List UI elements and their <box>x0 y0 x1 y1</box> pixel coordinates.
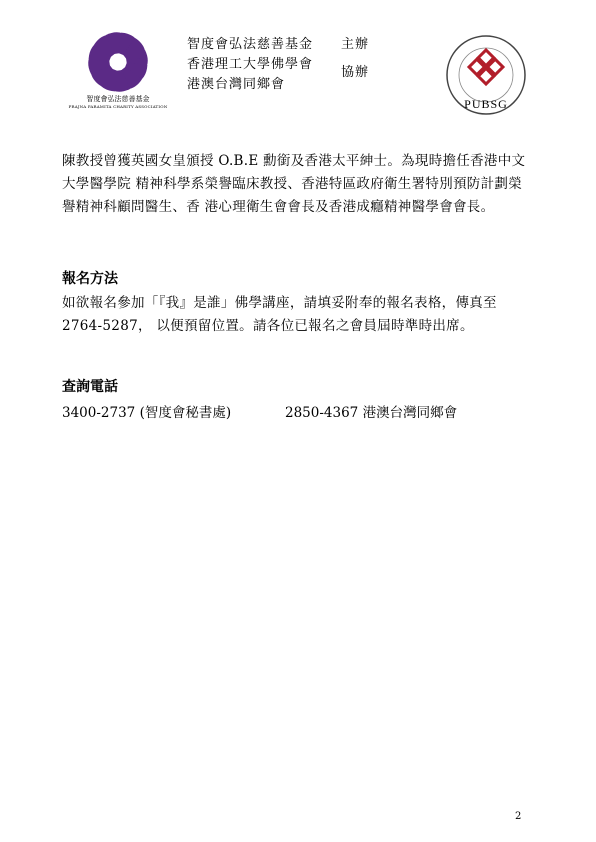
enquiry-phone-1: 3400-2737 (智度會秘書處) <box>62 405 232 421</box>
prajna-logo <box>68 25 168 117</box>
enquiry-heading: 查詢電話 <box>62 379 118 395</box>
organizer-1: 智度會弘法慈善基金 <box>187 37 314 52</box>
page-number: 2 <box>515 811 522 822</box>
speaker-intro: 陳教授曾獲英國女皇頒授 O.B.E 勳銜及香港太平紳士。為現時擔任香港中文大學醫學院 精神科學系榮譽臨床教授、香港特區政府衛生署特別預防計劃榮譽精神科顧問醫生、香 港心理衛生會會長及香港成癮精神醫學會會長。 <box>62 153 526 215</box>
registration-text: 如欲報名參加「『我』是誰」佛學講座，請填妥附奉的報名表格，傳真至 2764-5287， 以便預留位置。請各位已報名之會員屆時準時出席。 <box>62 295 497 334</box>
logo-name-en: PRAJNA PARAMITA CHARITY ASSOCIATION <box>68 104 168 109</box>
pubsg-logo <box>445 34 527 116</box>
emblem-center <box>110 54 126 70</box>
organizer-2: 香港理工大學佛學會 <box>187 57 314 72</box>
enquiry-phone-2: 2850-4367 港澳台灣同鄉會 <box>285 405 458 421</box>
organizer-3: 港澳台灣同鄉會 <box>187 77 286 92</box>
role-main: 主辦 <box>341 37 370 52</box>
role-co: 協辦 <box>341 65 370 80</box>
prajna-emblem-icon <box>68 25 168 95</box>
registration-heading: 報名方法 <box>62 271 118 287</box>
logo-name-zh: 智度會弘法慈善基金 <box>86 95 150 103</box>
pubsg-abbr: PUBSG <box>464 97 508 111</box>
